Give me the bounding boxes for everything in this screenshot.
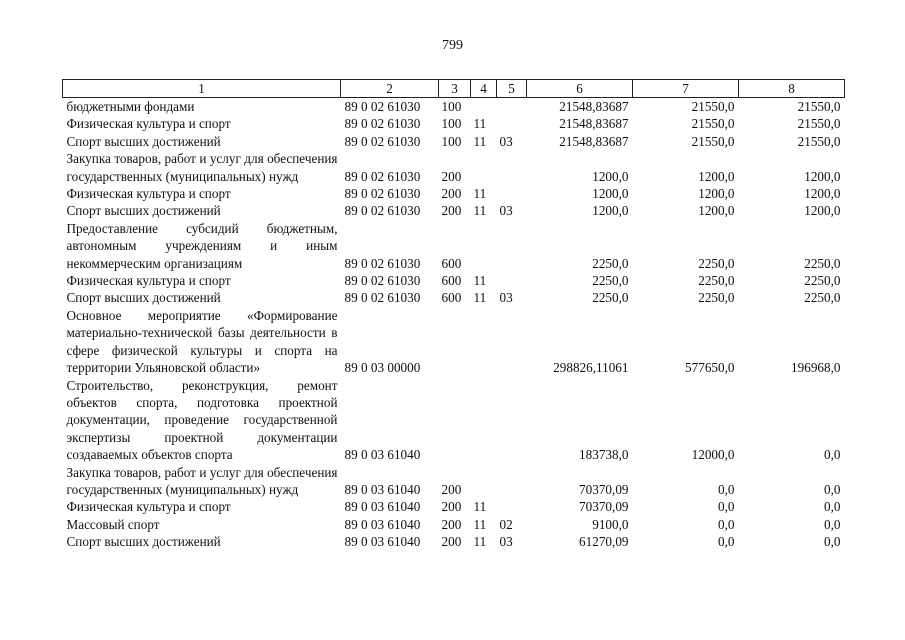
row-kcsr: 89 0 02 61030 bbox=[344, 255, 421, 271]
row-value-8: 0,0 bbox=[824, 447, 841, 463]
row-rz: 11 bbox=[473, 116, 487, 132]
row-value-6: 2250,0 bbox=[592, 273, 629, 289]
header-col-6: 6 bbox=[527, 80, 633, 98]
row-name: Массовый спорт bbox=[66, 516, 160, 532]
row-value-7: 577650,0 bbox=[685, 360, 735, 376]
row-value-8: 1200,0 bbox=[804, 186, 841, 202]
row-pr: 03 bbox=[499, 203, 513, 219]
row-value-8: 2250,0 bbox=[804, 290, 841, 306]
row-pr bbox=[497, 185, 527, 202]
row-value-6: 1200,0 bbox=[592, 168, 629, 184]
row-vr: 600 bbox=[441, 290, 462, 306]
row-value-6: 21548,83687 bbox=[559, 99, 629, 114]
row-value-8: 2250,0 bbox=[804, 273, 841, 289]
row-value-7: 21550,0 bbox=[691, 116, 735, 132]
row-pr bbox=[497, 307, 527, 377]
header-col-8: 8 bbox=[739, 80, 845, 98]
header-col-5: 5 bbox=[497, 80, 527, 98]
row-pr bbox=[497, 150, 527, 185]
row-vr: 200 bbox=[441, 481, 462, 497]
row-value-7: 2250,0 bbox=[698, 290, 735, 306]
row-kcsr: 89 0 02 61030 bbox=[344, 273, 421, 289]
row-value-7: 1200,0 bbox=[698, 203, 735, 219]
row-value-6: 9100,0 bbox=[592, 516, 629, 532]
table-body bbox=[63, 98, 845, 551]
row-vr: 200 bbox=[441, 499, 462, 515]
row-rz: 11 bbox=[473, 186, 487, 202]
row-name: Физическая культура и спорт bbox=[66, 499, 231, 515]
row-name: Физическая культура и спорт bbox=[66, 116, 231, 132]
row-kcsr: 89 0 02 61030 bbox=[344, 99, 421, 114]
row-value-8: 0,0 bbox=[824, 516, 841, 532]
row-pr bbox=[497, 377, 527, 464]
row-name: Спорт высших достижений bbox=[66, 203, 221, 219]
row-value-8: 0,0 bbox=[824, 481, 841, 497]
row-value-8: 2250,0 bbox=[804, 255, 841, 271]
row-pr: 03 bbox=[499, 534, 513, 550]
row-vr: 100 bbox=[441, 99, 462, 114]
row-value-6: 61270,09 bbox=[579, 534, 629, 550]
row-value-6: 1200,0 bbox=[592, 203, 629, 219]
row-pr bbox=[497, 98, 527, 116]
row-value-6: 2250,0 bbox=[592, 290, 629, 306]
row-vr: 600 bbox=[441, 273, 462, 289]
row-name: бюджетными фондами bbox=[66, 99, 195, 114]
row-value-8: 196968,0 bbox=[791, 360, 841, 376]
row-rz bbox=[471, 307, 497, 377]
row-value-7: 12000,0 bbox=[691, 447, 735, 463]
row-name: Физическая культура и спорт bbox=[66, 273, 231, 289]
row-kcsr: 89 0 03 00000 bbox=[344, 360, 421, 376]
table-row bbox=[63, 533, 845, 550]
table-row bbox=[63, 289, 845, 306]
row-pr bbox=[497, 115, 527, 132]
row-value-7: 1200,0 bbox=[698, 168, 735, 184]
header-col-2: 2 bbox=[341, 80, 439, 98]
row-kcsr: 89 0 02 61030 bbox=[344, 203, 421, 219]
row-kcsr: 89 0 02 61030 bbox=[344, 186, 421, 202]
row-value-7: 0,0 bbox=[718, 481, 735, 497]
table-row bbox=[63, 464, 845, 499]
row-vr: 200 bbox=[441, 203, 462, 219]
row-kcsr: 89 0 02 61030 bbox=[344, 168, 421, 184]
row-name: Закупка товаров, работ и услуг для обеспечения государственных (муниципальных) нужд bbox=[66, 151, 338, 184]
page-number: 799 bbox=[442, 38, 463, 53]
table-row bbox=[63, 220, 845, 272]
table-header bbox=[63, 80, 845, 98]
row-vr bbox=[439, 377, 471, 464]
table-row bbox=[63, 307, 845, 377]
row-kcsr: 89 0 03 61040 bbox=[344, 516, 421, 532]
row-value-8: 21550,0 bbox=[797, 133, 841, 149]
row-vr: 200 bbox=[441, 168, 462, 184]
row-value-7: 2250,0 bbox=[698, 273, 735, 289]
row-rz: 11 bbox=[473, 290, 487, 306]
row-value-8: 0,0 bbox=[824, 499, 841, 515]
row-rz bbox=[471, 220, 497, 272]
row-kcsr: 89 0 02 61030 bbox=[344, 116, 421, 132]
row-pr bbox=[497, 220, 527, 272]
table-row bbox=[63, 377, 845, 464]
row-vr bbox=[439, 307, 471, 377]
row-value-6: 183738,0 bbox=[579, 447, 629, 463]
table-row bbox=[63, 498, 845, 515]
row-kcsr: 89 0 03 61040 bbox=[344, 447, 421, 463]
header-col-1: 1 bbox=[63, 80, 341, 98]
row-value-8: 21550,0 bbox=[797, 99, 841, 114]
row-value-7: 0,0 bbox=[718, 499, 735, 515]
row-pr: 02 bbox=[499, 516, 513, 532]
row-value-7: 2250,0 bbox=[698, 255, 735, 271]
row-value-7: 0,0 bbox=[718, 534, 735, 550]
row-value-7: 21550,0 bbox=[691, 99, 735, 114]
row-value-6: 21548,83687 bbox=[559, 116, 629, 132]
row-pr bbox=[497, 498, 527, 515]
row-value-6: 298826,11061 bbox=[553, 360, 629, 376]
row-value-6: 70370,09 bbox=[579, 481, 629, 497]
table-row bbox=[63, 133, 845, 150]
row-value-7: 21550,0 bbox=[691, 133, 735, 149]
row-name: Строительство, реконструкция, ремонт объектов спорта, подготовка проектной документации, проведение государственной экспертизы проектной документации создаваемых объектов спорта bbox=[66, 377, 338, 463]
row-pr bbox=[497, 272, 527, 289]
row-value-7: 1200,0 bbox=[698, 186, 735, 202]
row-pr bbox=[497, 464, 527, 499]
table-row bbox=[63, 185, 845, 202]
row-value-8: 1200,0 bbox=[804, 203, 841, 219]
row-value-6: 21548,83687 bbox=[559, 133, 629, 149]
row-value-8: 0,0 bbox=[824, 534, 841, 550]
row-rz bbox=[471, 464, 497, 499]
header-col-7: 7 bbox=[633, 80, 739, 98]
row-value-8: 1200,0 bbox=[804, 168, 841, 184]
row-value-6: 70370,09 bbox=[579, 499, 629, 515]
row-name: Спорт высших достижений bbox=[66, 534, 221, 550]
row-rz: 11 bbox=[473, 499, 487, 515]
table-row bbox=[63, 98, 845, 116]
budget-table bbox=[62, 79, 845, 551]
row-rz: 11 bbox=[473, 133, 487, 149]
header-col-3: 3 bbox=[439, 80, 471, 98]
row-name: Спорт высших достижений bbox=[66, 290, 221, 306]
row-vr: 100 bbox=[441, 133, 462, 149]
row-rz bbox=[471, 98, 497, 116]
row-kcsr: 89 0 02 61030 bbox=[344, 290, 421, 306]
header-col-4: 4 bbox=[471, 80, 497, 98]
row-vr: 200 bbox=[441, 534, 462, 550]
table-row bbox=[63, 115, 845, 132]
row-kcsr: 89 0 02 61030 bbox=[344, 133, 421, 149]
table-row bbox=[63, 516, 845, 533]
row-kcsr: 89 0 03 61040 bbox=[344, 534, 421, 550]
row-name: Основное мероприятие «Формирование материально-технической базы деятельности в сфере физической культуры и спорта на территории Ульяновской области» bbox=[66, 307, 338, 376]
row-kcsr: 89 0 03 61040 bbox=[344, 499, 421, 515]
row-vr: 200 bbox=[441, 516, 462, 532]
row-rz bbox=[471, 377, 497, 464]
row-rz: 11 bbox=[473, 516, 487, 532]
row-name: Предоставление субсидий бюджетным, автономным учреждениям и иным некоммерческим организациям bbox=[66, 220, 338, 271]
row-rz: 11 bbox=[473, 273, 487, 289]
row-value-7: 0,0 bbox=[718, 516, 735, 532]
row-pr: 03 bbox=[499, 290, 513, 306]
row-value-6: 2250,0 bbox=[592, 255, 629, 271]
row-value-6: 1200,0 bbox=[592, 186, 629, 202]
table-row bbox=[63, 150, 845, 185]
row-rz: 11 bbox=[473, 203, 487, 219]
row-rz: 11 bbox=[473, 534, 487, 550]
header-row bbox=[63, 80, 845, 98]
row-name: Спорт высших достижений bbox=[66, 133, 221, 149]
row-vr: 200 bbox=[441, 186, 462, 202]
table-row bbox=[63, 272, 845, 289]
row-rz bbox=[471, 150, 497, 185]
row-name: Физическая культура и спорт bbox=[66, 186, 231, 202]
row-kcsr: 89 0 03 61040 bbox=[344, 481, 421, 497]
row-pr: 03 bbox=[499, 133, 513, 149]
table-row bbox=[63, 202, 845, 219]
row-vr: 100 bbox=[441, 116, 462, 132]
row-value-8: 21550,0 bbox=[797, 116, 841, 132]
row-vr: 600 bbox=[441, 255, 462, 271]
row-name: Закупка товаров, работ и услуг для обеспечения государственных (муниципальных) нужд bbox=[66, 464, 338, 497]
